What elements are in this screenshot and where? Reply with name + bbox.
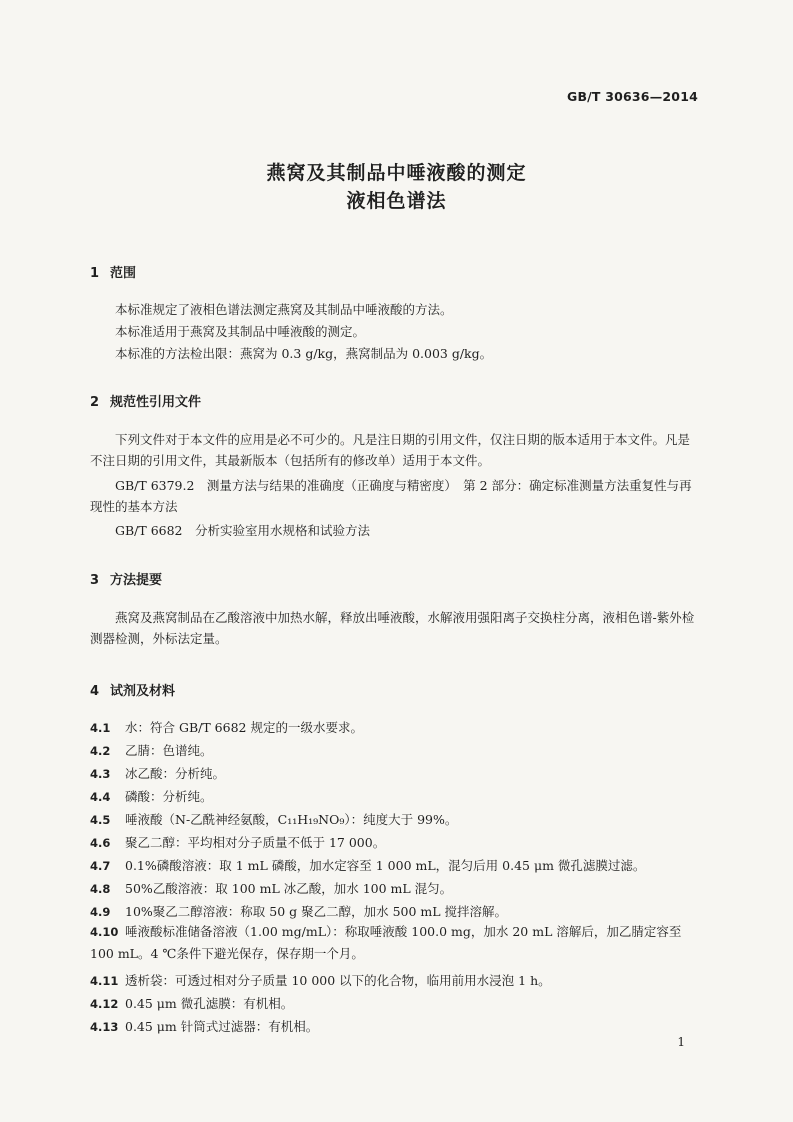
section-number: 1: [90, 266, 100, 281]
section-number: 3: [90, 573, 100, 588]
item-text: 0.45 μm 针筒式过滤器：有机相。: [125, 1019, 319, 1034]
item-text: 0.1%磷酸溶液：取 1 mL 磷酸，加水定容至 1 000 mL，混匀后用 0.45 μm 微孔滤膜过滤。: [125, 858, 646, 873]
standard-code: GB/T 30636—2014: [566, 89, 698, 104]
scope-line-1: 本标准规定了液相色谱法测定燕窝及其制品中唾液酸的方法。: [115, 302, 453, 317]
item-text: 透析袋：可透过相对分子质量 10 000 以下的化合物，临用前用水浸泡 1 h。: [125, 973, 551, 988]
reference-gbt-6379-2: GB/T 6379.2 测量方法与结果的准确度（正确度与精密度） 第 2 部分：确定标准测量方法重复性与再现性的基本方法: [90, 478, 692, 514]
section-title: 范围: [110, 266, 137, 281]
item-number: 4.9: [90, 905, 111, 919]
section-title: 方法提要: [110, 573, 163, 588]
item-text: 冰乙酸：分析纯。: [125, 766, 226, 781]
section-3-heading: [90, 569, 162, 588]
reagent-item: [90, 879, 452, 897]
document-subtitle: 液相色谱法: [346, 190, 447, 212]
item-number: 4.10: [90, 925, 119, 939]
item-text: 磷酸：分析纯。: [125, 789, 213, 804]
item-number: 4.7: [90, 859, 111, 873]
section-title: 规范性引用文件: [110, 395, 202, 410]
section-2-heading: [90, 391, 201, 410]
item-number: 4.3: [90, 767, 111, 781]
section-title: 试剂及材料: [110, 684, 176, 699]
item-text: 水：符合 GB/T 6682 规定的一级水要求。: [125, 720, 363, 735]
page-number: 1: [677, 1035, 685, 1049]
section-number: 2: [90, 395, 100, 410]
item-text: 聚乙二醇：平均相对分子质量不低于 17 000。: [125, 835, 386, 850]
reference-gbt-6682: GB/T 6682 分析实验室用水规格和试验方法: [115, 523, 371, 538]
item-number: 4.5: [90, 813, 111, 827]
reagent-item: [90, 856, 645, 874]
item-number: 4.8: [90, 882, 111, 896]
reagent-item: [90, 764, 225, 782]
section-number: 4: [90, 684, 100, 699]
item-number: 4.6: [90, 836, 111, 850]
item-number: 4.13: [90, 1020, 119, 1034]
item-text: 唾液酸标准储备溶液（1.00 mg/mL）：称取唾液酸 100.0 mg，加水 20 mL 溶解后，加乙腈定容至 100 mL。4 ℃条件下避光保存，保存期一个月。: [90, 924, 682, 961]
item-number: 4.11: [90, 974, 119, 988]
item-text: 50%乙酸溶液：取 100 mL 冰乙酸，加水 100 mL 混匀。: [125, 881, 453, 896]
item-text: 乙腈：色谱纯。: [125, 743, 213, 758]
reagent-item: [90, 902, 507, 920]
method-summary-paragraph: 燕窝及燕窝制品在乙酸溶液中加热水解，释放出唾液酸，水解液用强阳离子交换柱分离，液相色谱-紫外检测器检测，外标法定量。: [90, 610, 695, 646]
item-text: 0.45 μm 微孔滤膜：有机相。: [125, 996, 294, 1011]
item-text: 10%聚乙二醇溶液：称取 50 g 聚乙二醇，加水 500 mL 搅拌溶解。: [125, 904, 508, 919]
reagent-item: [90, 741, 213, 759]
section-1-heading: [90, 262, 136, 281]
reagent-item: [90, 810, 457, 828]
scope-line-3: 本标准的方法检出限：燕窝为 0.3 g/kg，燕窝制品为 0.003 g/kg。: [115, 346, 493, 361]
reagent-item: [90, 787, 213, 805]
item-number: 4.2: [90, 744, 111, 758]
reagent-item: [90, 994, 293, 1012]
scope-line-2: 本标准适用于燕窝及其制品中唾液酸的测定。: [115, 324, 366, 339]
reagent-item: [90, 1017, 318, 1035]
normative-references-paragraph: 下列文件对于本文件的应用是必不可少的。凡是注日期的引用文件，仅注日期的版本适用于本文件。凡是不注日期的引用文件，其最新版本（包括所有的修改单）适用于本文件。: [90, 432, 691, 468]
item-number: 4.12: [90, 997, 119, 1011]
reagent-item: [90, 718, 363, 736]
reagent-item: [90, 921, 702, 964]
item-text: 唾液酸（N-乙酰神经氨酸，C₁₁H₁₉NO₉）：纯度大于 99%。: [125, 812, 458, 827]
reagent-item: [90, 833, 385, 851]
item-number: 4.1: [90, 721, 111, 735]
document-title: 燕窝及其制品中唾液酸的测定: [266, 162, 527, 184]
item-number: 4.4: [90, 790, 111, 804]
section-4-heading: [90, 680, 175, 699]
reagent-item: [90, 971, 551, 989]
